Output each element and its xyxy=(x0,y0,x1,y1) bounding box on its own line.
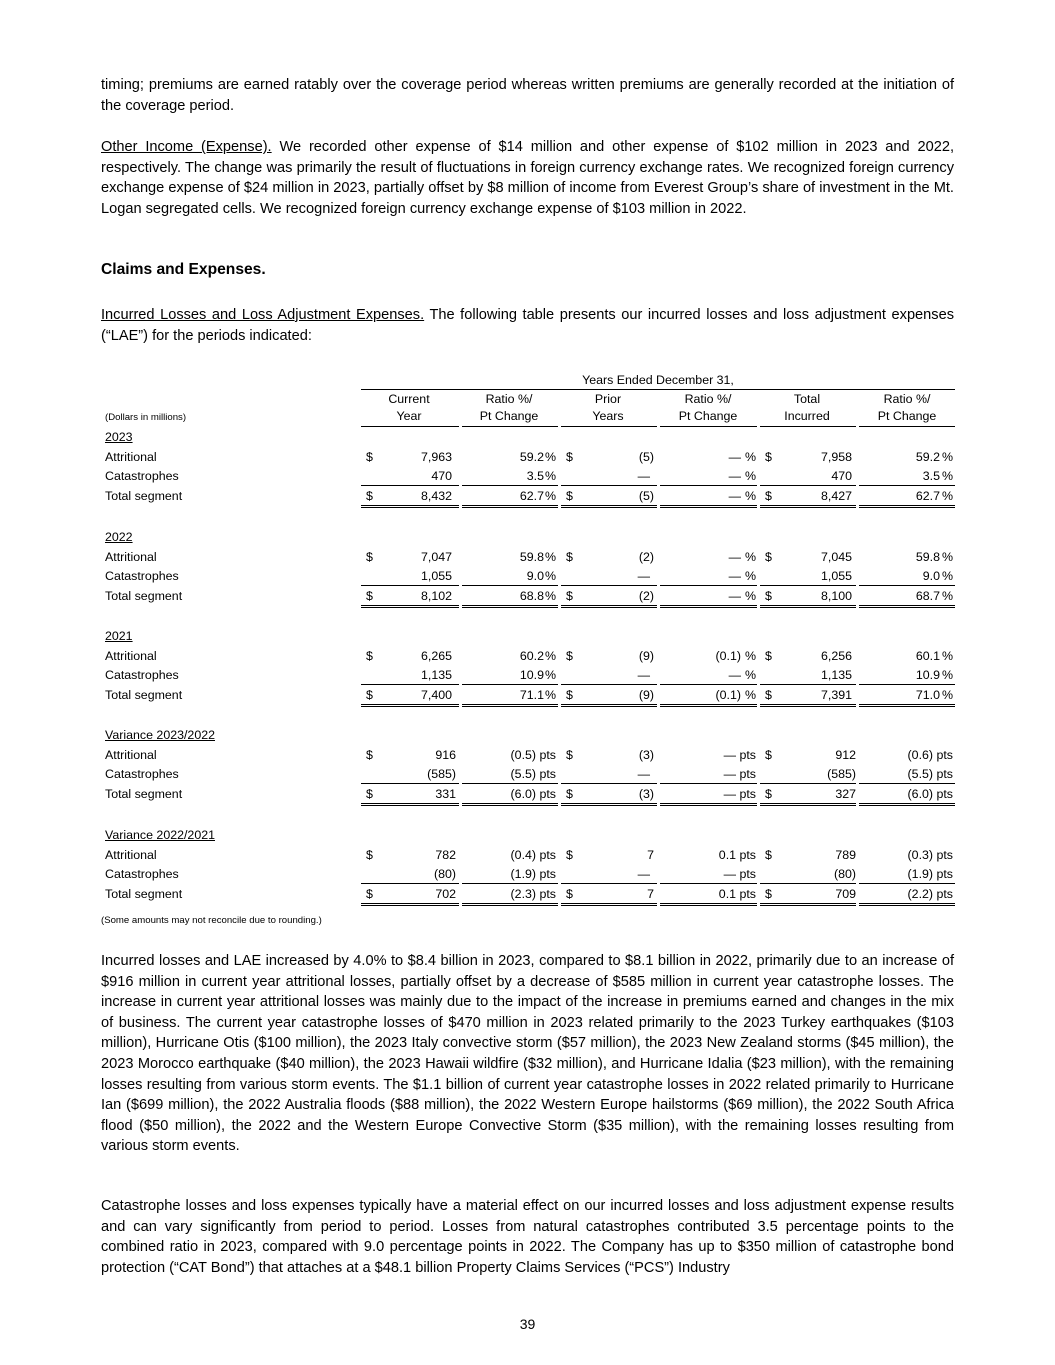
dollar-sign: $ xyxy=(366,687,373,702)
subtotal-rule xyxy=(760,783,856,784)
prior-years-ratio: 0.1 pts xyxy=(718,886,756,901)
subtotal-rule xyxy=(462,783,558,784)
unit-label: % xyxy=(744,488,756,503)
prior-years-value: (9) xyxy=(638,687,654,702)
column-header-rule xyxy=(859,426,955,427)
subtotal-rule xyxy=(462,883,558,884)
total-incurred-ratio: 60.1 xyxy=(915,648,940,663)
total-rule xyxy=(760,505,856,506)
row-label: Catastrophes xyxy=(105,469,179,483)
total-rule xyxy=(561,903,657,904)
current-year-ratio: 60.2 xyxy=(519,648,544,663)
column-header-line2: Years xyxy=(592,409,624,423)
current-year-ratio: 59.2 xyxy=(519,449,544,464)
dollar-sign: $ xyxy=(366,747,373,762)
total-rule xyxy=(361,607,459,608)
unit-label: % xyxy=(941,469,953,483)
prior-years-value: — xyxy=(637,469,650,483)
dollar-sign: $ xyxy=(566,648,573,663)
current-year-ratio: (0.4) pts xyxy=(510,847,556,862)
unit-label: % xyxy=(544,648,556,663)
total-rule xyxy=(361,704,459,705)
current-year-ratio: 71.1 xyxy=(519,687,544,702)
dollar-sign: $ xyxy=(366,449,373,464)
total-incurred-value: (80) xyxy=(833,867,856,881)
prior-years-value: — xyxy=(637,569,650,583)
dollar-sign: $ xyxy=(366,588,373,603)
row-label: Catastrophes xyxy=(105,569,179,583)
total-incurred-ratio: (0.3) pts xyxy=(907,847,953,862)
dollar-sign: $ xyxy=(566,786,573,801)
dollar-sign: $ xyxy=(366,886,373,901)
total-rule xyxy=(660,704,757,705)
prior-years-value: 7 xyxy=(647,847,654,862)
total-incurred-value: 912 xyxy=(835,747,856,762)
subtotal-rule xyxy=(462,684,558,685)
total-rule xyxy=(660,605,757,606)
total-rule xyxy=(859,607,955,608)
total-rule xyxy=(561,803,657,804)
current-year-value: 8,102 xyxy=(420,588,452,603)
dollar-sign: $ xyxy=(366,488,373,503)
prior-years-ratio: — pts xyxy=(723,747,756,762)
unit-label: % xyxy=(941,668,953,682)
total-rule xyxy=(462,903,558,904)
current-year-ratio: (0.5) pts xyxy=(510,747,556,762)
total-rule xyxy=(660,507,757,508)
current-year-ratio: 59.8 xyxy=(519,549,544,564)
dollar-sign: $ xyxy=(366,786,373,801)
other-income-body: We recorded other expense of $14 million and other expense of $102 million in 2023 and 2022, respectively. The change was primarily the result of fluctuations in foreign currency exchange rates. We recognized foreign currency exchange expense of $24 million in 2023, partially offset by $8 million of income from Everest Group’s share of investment in the Mt. Logan segregated cells. We recognized foreign currency exchange expense of $103 million in 2022. xyxy=(101,139,954,217)
unit-label: % xyxy=(544,488,556,503)
prior-years-ratio: — xyxy=(728,569,741,583)
subtotal-rule xyxy=(660,684,757,685)
prior-years-ratio: — xyxy=(728,488,741,503)
current-year-value: 331 xyxy=(435,786,456,801)
total-rule xyxy=(561,805,657,806)
row-label: Total segment xyxy=(105,687,183,702)
incurred-losses-body: The following table presents our incurred losses and loss adjustment expenses (“LAE”) for the periods indicated: xyxy=(101,307,955,344)
current-year-ratio: 62.7 xyxy=(519,488,544,503)
unit-label: % xyxy=(744,687,756,702)
unit-label: % xyxy=(941,687,953,702)
current-year-ratio: (5.5) pts xyxy=(510,767,556,781)
unit-label: % xyxy=(544,668,556,682)
total-rule xyxy=(760,903,856,904)
current-year-value: (80) xyxy=(433,867,456,881)
column-header-line1: Total xyxy=(793,392,821,406)
unit-label: % xyxy=(941,549,953,564)
paragraph-incurred-losses-intro xyxy=(101,305,954,346)
current-year-value: 470 xyxy=(431,469,452,483)
dollar-sign: $ xyxy=(566,886,573,901)
total-rule xyxy=(561,505,657,506)
dollar-sign: $ xyxy=(765,747,772,762)
subtotal-rule xyxy=(760,883,856,884)
row-label: Total segment xyxy=(105,886,183,901)
subtotal-rule xyxy=(561,883,657,884)
unit-label: % xyxy=(941,588,953,603)
total-rule xyxy=(561,905,657,906)
dollar-sign: $ xyxy=(765,549,772,564)
unit-label: % xyxy=(544,469,556,483)
prior-years-ratio: — xyxy=(728,469,741,483)
prior-years-ratio: — pts xyxy=(723,867,756,881)
column-header-line2: Incurred xyxy=(784,409,830,423)
subtotal-rule xyxy=(660,783,757,784)
subtotal-rule xyxy=(859,883,955,884)
total-incurred-value: 6,256 xyxy=(820,648,852,663)
total-rule xyxy=(859,803,955,804)
total-rule xyxy=(561,706,657,707)
total-incurred-ratio: 68.7 xyxy=(915,588,940,603)
total-incurred-value: 8,427 xyxy=(820,488,852,503)
total-rule xyxy=(859,505,955,506)
total-incurred-value: 327 xyxy=(835,786,856,801)
column-header-line2: Year xyxy=(396,409,422,423)
total-rule xyxy=(361,605,459,606)
total-incurred-value: 7,045 xyxy=(820,549,852,564)
table-footnote: (Some amounts may not reconcile due to rounding.) xyxy=(101,915,322,926)
group-title: Variance 2022/2021 xyxy=(105,828,215,842)
column-header-line1: Ratio %/ xyxy=(883,392,931,406)
dollar-sign: $ xyxy=(765,449,772,464)
subtotal-rule xyxy=(859,783,955,784)
row-label: Attritional xyxy=(105,648,157,663)
column-header-line1: Current xyxy=(388,392,430,406)
total-rule xyxy=(462,605,558,606)
dollar-sign: $ xyxy=(765,687,772,702)
total-rule xyxy=(361,905,459,906)
total-incurred-ratio: (1.9) pts xyxy=(907,867,953,881)
total-incurred-ratio: 10.9 xyxy=(915,668,940,682)
unit-label: % xyxy=(744,588,756,603)
unit-label: % xyxy=(544,549,556,564)
subtotal-rule xyxy=(462,585,558,586)
total-rule xyxy=(361,803,459,804)
total-rule xyxy=(561,507,657,508)
column-header-line2: Pt Change xyxy=(678,409,738,423)
dollar-sign: $ xyxy=(765,847,772,862)
current-year-value: 916 xyxy=(435,747,456,762)
total-incurred-ratio: (5.5) pts xyxy=(907,767,953,781)
unit-label: % xyxy=(544,588,556,603)
unit-label: % xyxy=(744,449,756,464)
row-label: Total segment xyxy=(105,786,183,801)
total-rule xyxy=(760,607,856,608)
dollar-sign: $ xyxy=(566,488,573,503)
prior-years-ratio: — xyxy=(728,549,741,564)
column-header-rule xyxy=(561,426,657,427)
total-rule xyxy=(660,805,757,806)
subtotal-rule xyxy=(561,485,657,486)
unit-label: % xyxy=(744,569,756,583)
subtotal-rule xyxy=(561,585,657,586)
total-incurred-ratio: 3.5 xyxy=(922,469,940,483)
total-incurred-value: 7,391 xyxy=(820,687,852,702)
column-header-rule xyxy=(462,426,558,427)
current-year-ratio: (2.3) pts xyxy=(510,886,556,901)
claims-expenses-heading: Claims and Expenses. xyxy=(101,261,266,278)
total-incurred-value: (585) xyxy=(827,767,856,781)
prior-years-value: — xyxy=(637,668,650,682)
total-rule xyxy=(361,507,459,508)
dollar-sign: $ xyxy=(566,449,573,464)
dollar-sign: $ xyxy=(566,687,573,702)
dollar-sign: $ xyxy=(366,847,373,862)
subtotal-rule xyxy=(361,684,459,685)
row-label: Total segment xyxy=(105,488,183,503)
total-rule xyxy=(462,505,558,506)
prior-years-ratio: (0.1) xyxy=(715,648,741,663)
group-title: Variance 2023/2022 xyxy=(105,728,215,742)
dollar-sign: $ xyxy=(765,886,772,901)
total-rule xyxy=(561,704,657,705)
current-year-value: 7,963 xyxy=(420,449,452,464)
dollars-in-millions-label: (Dollars in millions) xyxy=(105,412,187,423)
dollar-sign: $ xyxy=(366,549,373,564)
prior-years-value: — xyxy=(637,767,650,781)
total-incurred-ratio: (6.0) pts xyxy=(907,786,953,801)
prior-years-value: (3) xyxy=(638,786,654,801)
unit-label: % xyxy=(744,549,756,564)
subtotal-rule xyxy=(361,883,459,884)
current-year-value: 6,265 xyxy=(420,648,452,663)
dollar-sign: $ xyxy=(566,847,573,862)
current-year-value: 7,047 xyxy=(420,549,452,564)
total-rule xyxy=(660,905,757,906)
prior-years-ratio: — pts xyxy=(723,786,756,801)
unit-label: % xyxy=(744,469,756,483)
subtotal-rule xyxy=(660,883,757,884)
column-header-rule xyxy=(361,426,459,427)
prior-years-ratio: (0.1) xyxy=(715,687,741,702)
row-label: Attritional xyxy=(105,449,157,464)
total-rule xyxy=(859,905,955,906)
current-year-ratio: (1.9) pts xyxy=(510,867,556,881)
dollar-sign: $ xyxy=(566,747,573,762)
subtotal-rule xyxy=(561,684,657,685)
current-year-ratio: (6.0) pts xyxy=(510,786,556,801)
unit-label: % xyxy=(941,569,953,583)
row-label: Attritional xyxy=(105,747,157,762)
incurred-losses-heading: Incurred Losses and Loss Adjustment Expenses. xyxy=(101,307,425,323)
total-rule xyxy=(660,706,757,707)
prior-years-ratio: — xyxy=(728,668,741,682)
current-year-value: 1,055 xyxy=(420,569,452,583)
current-year-value: 702 xyxy=(435,886,456,901)
total-rule xyxy=(859,706,955,707)
prior-years-ratio: — xyxy=(728,588,741,603)
unit-label: % xyxy=(941,449,953,464)
prior-years-ratio: 0.1 pts xyxy=(718,847,756,862)
current-year-ratio: 9.0 xyxy=(526,569,544,583)
total-rule xyxy=(760,704,856,705)
total-rule xyxy=(561,607,657,608)
total-rule xyxy=(660,803,757,804)
subtotal-rule xyxy=(859,585,955,586)
row-label: Attritional xyxy=(105,549,157,564)
unit-label: % xyxy=(544,449,556,464)
current-year-value: 8,432 xyxy=(420,488,452,503)
subtotal-rule xyxy=(760,485,856,486)
total-rule xyxy=(462,507,558,508)
unit-label: % xyxy=(744,668,756,682)
dollar-sign: $ xyxy=(366,648,373,663)
total-rule xyxy=(361,805,459,806)
subtotal-rule xyxy=(561,783,657,784)
dollar-sign: $ xyxy=(566,549,573,564)
subtotal-rule xyxy=(361,783,459,784)
column-header-line1: Prior xyxy=(594,392,622,406)
current-year-ratio: 10.9 xyxy=(519,668,544,682)
subtotal-rule xyxy=(660,585,757,586)
subtotal-rule xyxy=(462,485,558,486)
prior-years-value: (2) xyxy=(638,549,654,564)
total-incurred-value: 709 xyxy=(835,886,856,901)
row-label: Catastrophes xyxy=(105,668,179,682)
total-rule xyxy=(760,805,856,806)
total-rule xyxy=(561,605,657,606)
dollar-sign: $ xyxy=(765,786,772,801)
prior-years-value: (3) xyxy=(638,747,654,762)
unit-label: % xyxy=(941,488,953,503)
total-incurred-ratio: 9.0 xyxy=(922,569,940,583)
total-rule xyxy=(660,903,757,904)
total-rule xyxy=(462,704,558,705)
total-rule xyxy=(859,507,955,508)
span-header-rule xyxy=(361,389,955,390)
column-header-line2: Pt Change xyxy=(877,409,937,423)
total-rule xyxy=(859,903,955,904)
table-span-header: Years Ended December 31, xyxy=(582,373,734,387)
total-incurred-ratio: 71.0 xyxy=(915,687,940,702)
subtotal-rule xyxy=(859,485,955,486)
unit-label: % xyxy=(941,648,953,663)
incurred-losses-table xyxy=(101,370,955,926)
paragraph-incurred-losses-analysis: Incurred losses and LAE increased by 4.0% to $8.4 billion in 2023, compared to $8.1 billion in 2022, primarily due to an increase of $916 million in current year attritional losses, partially offset by a decrease of $585 million in current year catastrophe losses. The increase in current year attritional losses was mainly due to the impact of the increase in premiums earned and changes in the mix of business. The current year catastrophe losses of $470 million in 2023 related primarily to the 2023 Turkey earthquakes ($103 million), Hurricane Otis ($100 million), the 2023 Italy convective storm ($57 million), the 2023 New Zealand storms ($45 million), the 2023 Morocco earthquake ($40 million), the 2023 Hawaii wildfire ($32 million), and Hurricane Idalia ($23 million), with the remaining losses resulting from various storm events. The $1.1 billion of current year catastrophe losses in 2022 related primarily to Hurricane Ian ($699 million), the 2022 Australia floods ($88 million), the 2022 Western Europe hailstorms ($69 million), the 2022 South Africa flood ($50 million), the 2022 and the Western Europe Convective Storm ($35 million), with the remaining losses resulting from various storm events. xyxy=(101,953,954,1155)
total-rule xyxy=(462,803,558,804)
total-incurred-value: 8,100 xyxy=(820,588,852,603)
total-rule xyxy=(462,805,558,806)
total-rule xyxy=(760,605,856,606)
prior-years-value: (2) xyxy=(638,588,654,603)
total-rule xyxy=(361,903,459,904)
prior-years-value: (5) xyxy=(638,449,654,464)
total-rule xyxy=(660,607,757,608)
column-header-line2: Pt Change xyxy=(479,409,539,423)
total-incurred-value: 789 xyxy=(835,847,856,862)
group-title: 2022 xyxy=(105,530,133,544)
prior-years-ratio: — xyxy=(728,449,741,464)
column-header-rule xyxy=(760,426,856,427)
unit-label: % xyxy=(544,569,556,583)
current-year-value: 782 xyxy=(435,847,456,862)
prior-years-value: 7 xyxy=(647,886,654,901)
dollar-sign: $ xyxy=(566,588,573,603)
unit-label: % xyxy=(744,648,756,663)
total-rule xyxy=(462,607,558,608)
column-header-rule xyxy=(660,426,757,427)
subtotal-rule xyxy=(859,684,955,685)
subtotal-rule xyxy=(660,485,757,486)
group-title: 2023 xyxy=(105,430,133,444)
group-title: 2021 xyxy=(105,629,133,643)
current-year-value: (585) xyxy=(427,767,456,781)
row-label: Catastrophes xyxy=(105,867,179,881)
current-year-value: 1,135 xyxy=(420,668,452,682)
total-rule xyxy=(859,704,955,705)
total-incurred-value: 7,958 xyxy=(820,449,852,464)
subtotal-rule xyxy=(361,485,459,486)
dollar-sign: $ xyxy=(765,488,772,503)
dollar-sign: $ xyxy=(765,648,772,663)
total-incurred-ratio: 59.2 xyxy=(915,449,940,464)
paragraph-other-income xyxy=(101,137,954,219)
total-incurred-value: 470 xyxy=(831,469,852,483)
other-income-heading: Other Income (Expense). xyxy=(101,139,272,155)
subtotal-rule xyxy=(760,684,856,685)
total-rule xyxy=(660,505,757,506)
prior-years-value: (9) xyxy=(638,648,654,663)
subtotal-rule xyxy=(361,585,459,586)
total-rule xyxy=(760,706,856,707)
total-incurred-value: 1,135 xyxy=(820,668,852,682)
total-rule xyxy=(760,905,856,906)
page-number: 39 xyxy=(519,1316,536,1332)
prior-years-value: — xyxy=(637,867,650,881)
total-rule xyxy=(859,805,955,806)
total-rule xyxy=(361,505,459,506)
column-header-line1: Ratio %/ xyxy=(684,392,732,406)
total-incurred-value: 1,055 xyxy=(820,569,852,583)
total-rule xyxy=(462,905,558,906)
current-year-ratio: 3.5 xyxy=(526,469,544,483)
paragraph-catastrophe-losses: Catastrophe losses and loss expenses typically have a material effect on our incurred losses and loss adjustment expense results and can vary significantly from period to period. Losses from natural catastrophes contributed 3.5 percentage points to the combined ratio in 2023, compared with 9.0 percentage points in 2022. The Company has up to $350 million of catastrophe bond protection (“CAT Bond”) that attaches at a $48.1 billion Property Claims Services (“PCS”) Industry xyxy=(101,1198,954,1276)
current-year-ratio: 68.8 xyxy=(519,588,544,603)
paragraph-premiums-timing: timing; premiums are earned ratably over the coverage period whereas written premiums are generally recorded at the initiation of the coverage period. xyxy=(101,77,954,114)
total-incurred-ratio: (2.2) pts xyxy=(907,886,953,901)
total-rule xyxy=(760,803,856,804)
total-rule xyxy=(760,507,856,508)
total-rule xyxy=(361,706,459,707)
row-label: Total segment xyxy=(105,588,183,603)
prior-years-ratio: — pts xyxy=(723,767,756,781)
unit-label: % xyxy=(544,687,556,702)
column-header-line1: Ratio %/ xyxy=(485,392,533,406)
dollar-sign: $ xyxy=(765,588,772,603)
total-incurred-ratio: 59.8 xyxy=(915,549,940,564)
subtotal-rule xyxy=(760,585,856,586)
current-year-value: 7,400 xyxy=(420,687,452,702)
row-label: Attritional xyxy=(105,847,157,862)
total-incurred-ratio: 62.7 xyxy=(915,488,940,503)
total-rule xyxy=(859,605,955,606)
total-incurred-ratio: (0.6) pts xyxy=(907,747,953,762)
row-label: Catastrophes xyxy=(105,767,179,781)
total-rule xyxy=(462,706,558,707)
prior-years-value: (5) xyxy=(638,488,654,503)
